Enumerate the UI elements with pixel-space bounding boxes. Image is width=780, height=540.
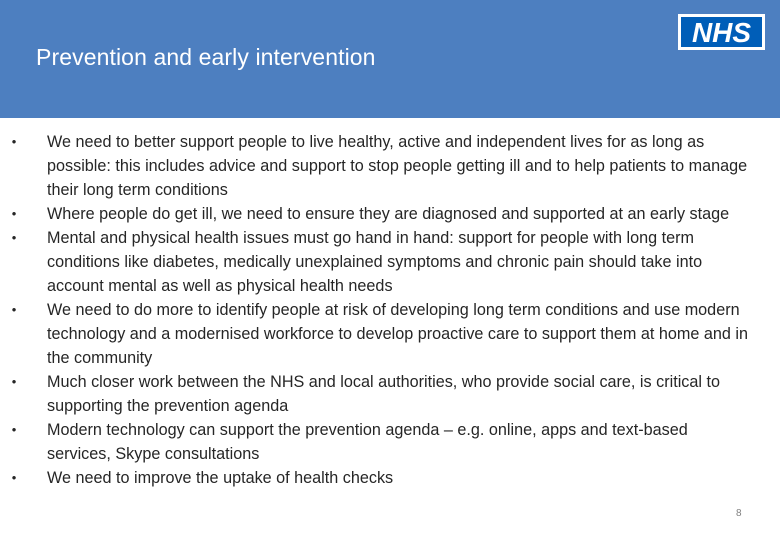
bullet-text: Where people do get ill, we need to ensure they are diagnosed and supported at an early stage: [47, 205, 730, 223]
page-number: 8: [736, 508, 742, 519]
bullet-item: [0, 202, 760, 226]
bullet-text: Modern technology can support the prevention agenda – e.g. online, apps and text-based services, Skype consultations: [47, 421, 688, 463]
bullet-item: [0, 418, 760, 466]
bullet-marker: •: [11, 470, 17, 485]
bullet-marker: •: [11, 206, 17, 221]
bullet-text: Mental and physical health issues must go hand in hand: support for people with long term conditions like diabetes, medically unexplained symptoms and chronic pain should take into account mental as well as physical health needs: [47, 229, 703, 295]
nhs-logo: [678, 14, 765, 50]
bullet-marker: •: [11, 302, 17, 317]
bullet-item: [0, 370, 760, 418]
bullet-item: [0, 298, 760, 370]
bullet-item: [0, 226, 760, 298]
slide-title: Prevention and early intervention: [36, 44, 376, 70]
bullet-marker: •: [11, 422, 17, 437]
bullet-marker: •: [11, 374, 17, 389]
svg-text:NHS: NHS: [691, 17, 752, 48]
bullet-list: [0, 130, 760, 490]
bullet-text: We need to improve the uptake of health checks: [47, 469, 394, 487]
bullet-marker: •: [11, 134, 17, 149]
slide-header: [0, 0, 780, 118]
bullet-item: [0, 130, 760, 202]
bullet-text: We need to do more to identify people at risk of developing long term conditions and use modern technology and a modernised workforce to develop proactive care to support them at home and in the community: [47, 301, 748, 367]
bullet-item: [0, 466, 760, 490]
bullet-text: Much closer work between the NHS and local authorities, who provide social care, is critical to supporting the prevention agenda: [47, 373, 720, 415]
bullet-marker: •: [11, 230, 17, 245]
bullet-text: We need to better support people to live healthy, active and independent lives for as long as possible: this includes advice and support to stop people getting ill and to help patients to manage their long term conditions: [47, 133, 748, 199]
